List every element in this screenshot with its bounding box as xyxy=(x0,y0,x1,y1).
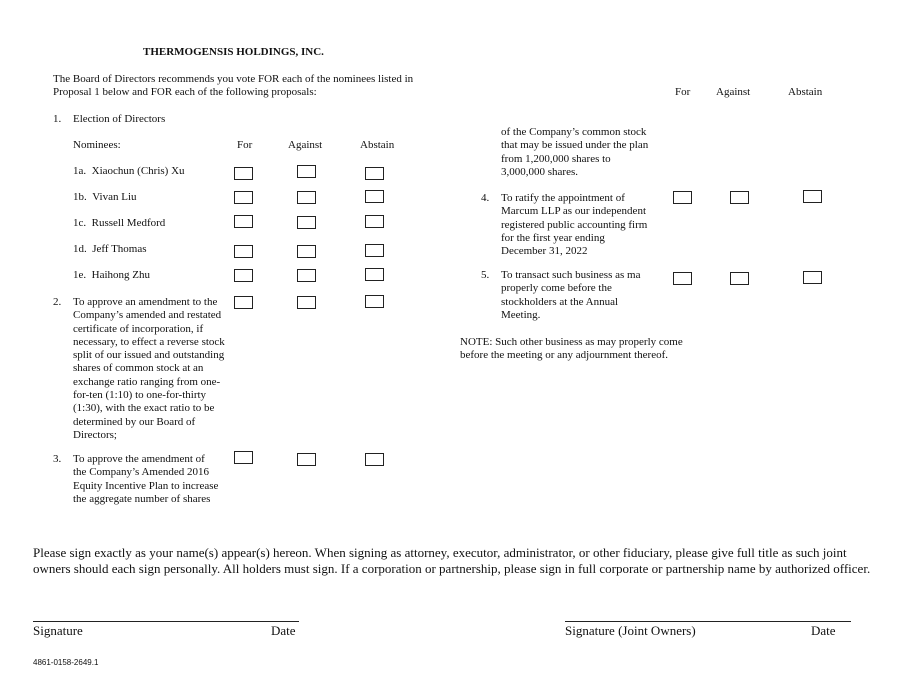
proposal-2-line: exchange ratio ranging from one- xyxy=(73,375,221,388)
left-col-header-against: Against xyxy=(288,139,323,151)
proposal-3-continued xyxy=(501,126,648,179)
left-col-header-abstain: Abstain xyxy=(360,139,395,151)
proposal-2-line: split of our issued and outstanding xyxy=(73,349,225,362)
nominee-1a xyxy=(73,165,185,178)
proposal-3-against-checkbox[interactable] xyxy=(297,453,316,466)
proposal-2-line: necessary, to effect a reverse stock xyxy=(73,335,225,348)
proposal-2-line: determined by our Board of xyxy=(73,415,196,428)
joint-signature-line[interactable] xyxy=(565,621,851,622)
proposal-2-line: (1:30), with the exact ratio to be xyxy=(73,402,215,415)
nominee-name: Russell Medford xyxy=(91,217,166,229)
proposal-3-abstain-checkbox[interactable] xyxy=(365,453,384,466)
nominee-name: Haihong Zhu xyxy=(91,269,150,281)
nominee-1d-abstain-checkbox[interactable] xyxy=(365,244,384,257)
signature-date-label: Date xyxy=(271,623,296,638)
joint-signature-label: Signature (Joint Owners) xyxy=(565,623,696,638)
proposal-4-line: registered public accounting firm xyxy=(501,218,648,231)
proposal-5-line: stockholders at the Annual xyxy=(501,295,619,308)
proposal-5-line: properly come before the xyxy=(501,282,612,295)
nominee-1b-for-checkbox[interactable] xyxy=(234,191,253,204)
proposal-3-line: the aggregate number of shares xyxy=(73,492,211,505)
nominee-1c-abstain-checkbox[interactable] xyxy=(365,215,384,228)
nominee-1e-against-checkbox[interactable] xyxy=(297,269,316,282)
proposal-2-against-checkbox[interactable] xyxy=(297,296,316,309)
proposal-3-continued-line: from 1,200,000 shares to xyxy=(501,152,611,165)
proposal-3-number: 3. xyxy=(53,453,62,465)
signature-line[interactable] xyxy=(33,621,299,622)
proposal-3-continued-line: 3,000,000 shares. xyxy=(501,165,578,178)
nominee-id: 1d. xyxy=(73,243,87,255)
proposal-2-line: To approve an amendment to the xyxy=(73,296,218,308)
nominee-1e-for-checkbox[interactable] xyxy=(234,269,253,282)
proposal-3-line: the Company’s Amended 2016 xyxy=(73,466,209,479)
nominee-1e xyxy=(73,269,150,282)
note xyxy=(460,336,683,363)
proposal-3-for-checkbox[interactable] xyxy=(234,451,253,464)
nominees-label: Nominees: xyxy=(73,139,121,151)
proposal-1-title: Election of Directors xyxy=(73,113,166,125)
proposal-4-against-checkbox[interactable] xyxy=(730,191,749,204)
nominee-1b-against-checkbox[interactable] xyxy=(297,191,316,204)
proposal-4-line: To ratify the appointment of xyxy=(501,192,625,204)
document-id: 4861-0158-2649.1 xyxy=(33,658,99,667)
right-col-header-against: Against xyxy=(716,86,751,98)
proposal-1-number: 1. xyxy=(53,113,62,125)
proposal-2-for-checkbox[interactable] xyxy=(234,296,253,309)
nominee-name: Vivan Liu xyxy=(92,191,137,203)
right-col-header-abstain: Abstain xyxy=(788,86,823,98)
proposal-2-abstain-checkbox[interactable] xyxy=(365,295,384,308)
sign-instructions: Please sign exactly as your name(s) appear(s) hereon. When signing as attorney, executor, administrator, or other fiduciary, please give full title as such joint owners should each sign personally. All holders must sign. If a corporation or partnership, please sign in full corporate or partnership name by authorized officer. xyxy=(33,545,871,577)
nominee-id: 1b. xyxy=(73,191,87,203)
proposal-2-line: Directors; xyxy=(73,428,117,441)
joint-signature-date-label: Date xyxy=(811,623,836,638)
proposal-4-line: for the first year ending xyxy=(501,231,605,244)
nominee-id: 1c. xyxy=(73,217,87,229)
nominee-1b-abstain-checkbox[interactable] xyxy=(365,190,384,203)
proposal-2-text xyxy=(73,296,225,442)
nominee-1a-abstain-checkbox[interactable] xyxy=(365,167,384,180)
proposal-3-line: To approve the amendment of xyxy=(73,453,205,465)
signature-label: Signature xyxy=(33,623,83,638)
proposal-5-against-checkbox[interactable] xyxy=(730,272,749,285)
proposal-4-number: 4. xyxy=(481,192,490,204)
proposal-5-for-checkbox[interactable] xyxy=(673,272,692,285)
nominee-1a-for-checkbox[interactable] xyxy=(234,167,253,180)
proposal-4-line: December 31, 2022 xyxy=(501,245,588,258)
proposal-2-number: 2. xyxy=(53,296,62,308)
proposal-5-line: Meeting. xyxy=(501,308,541,321)
nominee-name: Xiaochun (Chris) Xu xyxy=(91,165,185,177)
proposal-3-continued-line: that may be issued under the plan xyxy=(501,139,649,152)
nominee-1c xyxy=(73,217,165,230)
proposal-4-for-checkbox[interactable] xyxy=(673,191,692,204)
nominee-1d-against-checkbox[interactable] xyxy=(297,245,316,258)
proposal-3-continued-line: of the Company’s common stock xyxy=(501,126,647,138)
right-col-header-for: For xyxy=(675,86,691,98)
intro-line-1: The Board of Directors recommends you vote FOR each of the nominees listed in xyxy=(53,73,414,85)
nominee-name: Jeff Thomas xyxy=(92,243,147,255)
nominee-1c-against-checkbox[interactable] xyxy=(297,216,316,229)
nominee-1b xyxy=(73,191,137,204)
proposal-4-line: Marcum LLP as our independent xyxy=(501,205,646,218)
intro-line-2: Proposal 1 below and FOR each of the following proposals: xyxy=(53,86,317,98)
nominee-id: 1a. xyxy=(73,165,87,177)
nominee-1e-abstain-checkbox[interactable] xyxy=(365,268,384,281)
note-line: NOTE: Such other business as may properly come xyxy=(460,336,683,348)
proposal-3-text xyxy=(73,453,218,506)
nominee-1d xyxy=(73,243,147,256)
nominee-id: 1e. xyxy=(73,269,87,281)
proposal-2-line: shares of common stock at an xyxy=(73,362,204,375)
proposal-2-line: certificate of incorporation, if xyxy=(73,322,204,335)
proposal-5-text xyxy=(501,269,640,322)
proposal-5-number: 5. xyxy=(481,269,490,281)
proposal-4-abstain-checkbox[interactable] xyxy=(803,190,822,203)
proposal-2-line: for-ten (1:10) to one-for-thirty xyxy=(73,389,207,402)
nominee-1a-against-checkbox[interactable] xyxy=(297,165,316,178)
note-line: before the meeting or any adjournment thereof. xyxy=(460,349,669,362)
proposal-2-line: Company’s amended and restated xyxy=(73,309,222,322)
nominee-1c-for-checkbox[interactable] xyxy=(234,215,253,228)
proposal-5-line: To transact such business as ma xyxy=(501,269,641,281)
proposal-5-abstain-checkbox[interactable] xyxy=(803,271,822,284)
company-title: THERMOGENSIS HOLDINGS, INC. xyxy=(143,46,324,58)
proposal-4-text xyxy=(501,192,647,258)
proposal-3-line: Equity Incentive Plan to increase xyxy=(73,479,219,492)
left-col-header-for: For xyxy=(237,139,253,151)
nominee-1d-for-checkbox[interactable] xyxy=(234,245,253,258)
